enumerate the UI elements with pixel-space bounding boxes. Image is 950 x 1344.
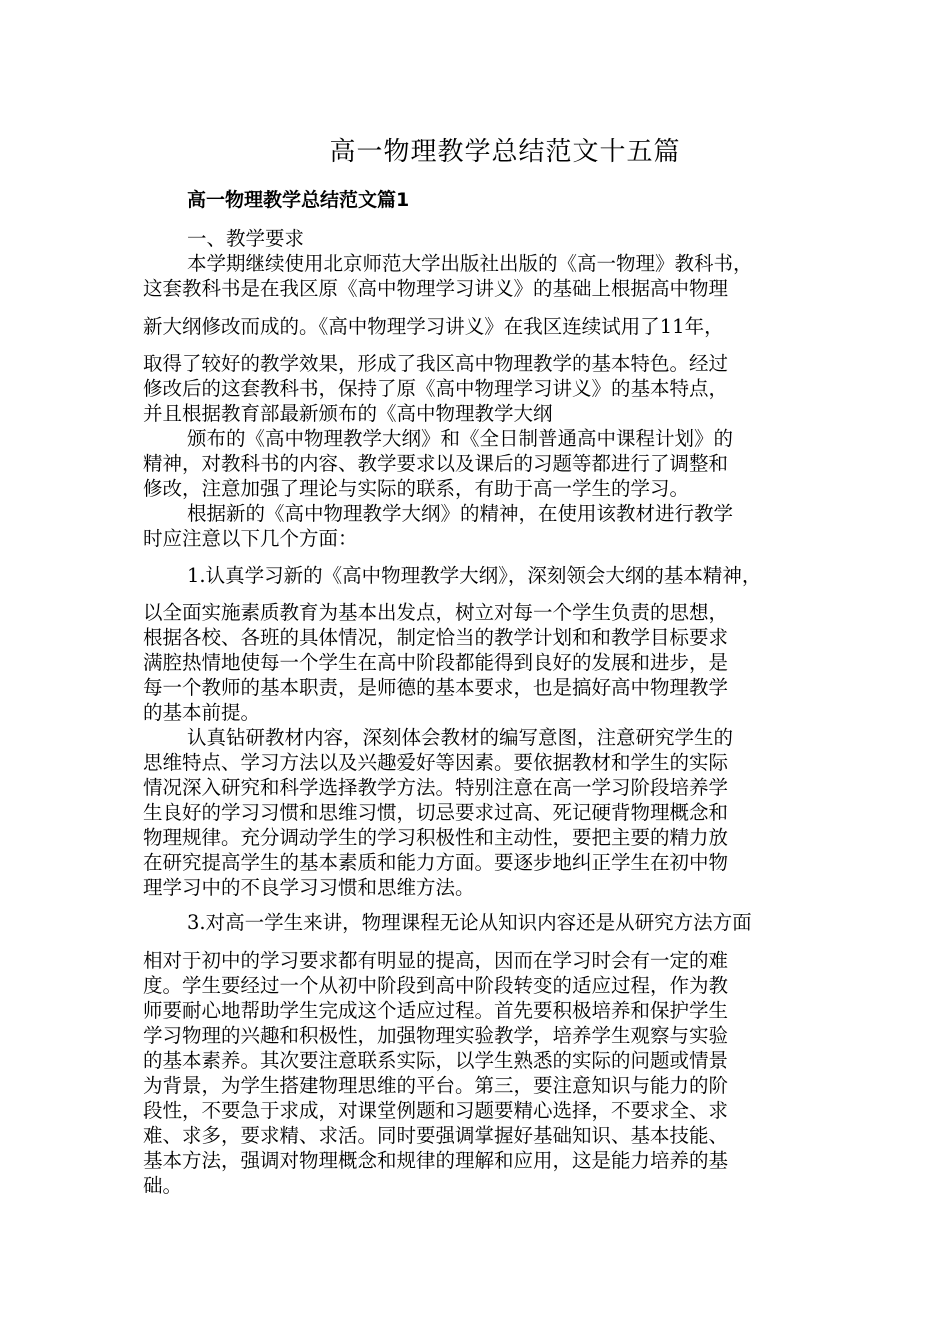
text-line: 认真钻研教材内容，深刻体会教材的编写意图，注意研究学生的 xyxy=(187,726,734,749)
text-line: 基本方法，强调对物理概念和规律的理解和应用，这是能力培养的基 xyxy=(143,1149,729,1172)
text-line: 在研究提高学生的基本素质和能力方面。要逐步地纠正学生在初中物 xyxy=(143,851,729,874)
text-line: 颁布的《高中物理教学大纲》和《全日制普通高中课程计划》的 xyxy=(187,427,734,450)
text-line: 理学习中的不良学习习惯和思维方法。 xyxy=(143,876,475,899)
text-line: 3.对高一学生来讲，物理课程无论从知识内容还是从研究方法方面 xyxy=(187,911,752,934)
text-line: 的基本素养。其次要注意联系实际，以学生熟悉的实际的问题或情景 xyxy=(143,1049,729,1072)
text-line: 的基本前提。 xyxy=(143,701,261,724)
text-line: 难、求多，要求精、求活。同时要强调掌握好基础知识、基本技能、 xyxy=(143,1124,729,1147)
text-line: 生良好的学习习惯和思维习惯，切忌要求过高、死记硬背物理概念和 xyxy=(143,801,729,824)
text-line: 取得了较好的教学效果，形成了我区高中物理教学的基本特色。经过 xyxy=(143,352,729,375)
text-line: 每一个教师的基本职责，是师德的基本要求，也是搞好高中物理教学 xyxy=(143,676,729,699)
text-line: 情况深入研究和科学选择教学方法。特别注意在高一学习阶段培养学 xyxy=(143,776,729,799)
text-line: 学习物理的兴趣和积极性，加强物理实验教学，培养学生观察与实验 xyxy=(143,1024,729,1047)
text-line: 度。学生要经过一个从初中阶段到高中阶段转变的适应过程，作为教 xyxy=(143,974,729,997)
text-line: 相对于初中的学习要求都有明显的提高，因而在学习时会有一定的难 xyxy=(143,949,729,972)
text-line: 时应注意以下几个方面： xyxy=(143,527,358,550)
text-line: 为背景，为学生搭建物理思维的平台。第三，要注意知识与能力的阶 xyxy=(143,1074,729,1097)
text-line: 思维特点、学习方法以及兴趣爱好等因素。要依据教材和学生的实际 xyxy=(143,751,729,774)
text-line: 师要耐心地帮助学生完成这个适应过程。首先要积极培养和保护学生 xyxy=(143,999,729,1022)
text-line: 修改，注意加强了理论与实际的联系，有助于高一学生的学习。 xyxy=(143,477,690,500)
text-line: 段性，不要急于求成，对课堂例题和习题要精心选择，不要求全、求 xyxy=(143,1099,729,1122)
text-line: 并且根据教育部最新颁布的《高中物理教学大纲 xyxy=(143,402,553,425)
section-heading: 高一物理教学总结范文篇1 xyxy=(187,189,410,211)
text-line: 精神，对教科书的内容、教学要求以及课后的习题等都进行了调整和 xyxy=(143,452,729,475)
text-line: 修改后的这套教科书，保持了原《高中物理学习讲义》的基本特点， xyxy=(143,377,729,400)
text-line: 以全面实施素质教育为基本出发点，树立对每一个学生负责的思想， xyxy=(143,601,729,624)
text-line: 础。 xyxy=(143,1174,183,1197)
text-line: 本学期继续使用北京师范大学出版社出版的《高一物理》教科书， xyxy=(187,252,753,275)
text-line: 根据新的《高中物理教学大纲》的精神，在使用该教材进行教学 xyxy=(187,502,734,525)
text-line: 这套教科书是在我区原《高中物理学习讲义》的基础上根据高中物理 xyxy=(143,277,729,300)
text-line: 物理规律。充分调动学生的学习积极性和主动性，要把主要的精力放 xyxy=(143,826,729,849)
text-line: 满腔热情地使每一个学生在高中阶段都能得到良好的发展和进步，是 xyxy=(143,651,729,674)
text-line: 一、教学要求 xyxy=(187,227,305,250)
document-title: 高一物理教学总结范文十五篇 xyxy=(329,137,681,167)
text-line: 新大纲修改而成的。《高中物理学习讲义》在我区连续试用了11年， xyxy=(143,315,724,338)
text-line: 根据各校、各班的具体情况，制定恰当的教学计划和和教学目标要求 xyxy=(143,626,729,649)
text-line: 1.认真学习新的《高中物理教学大纲》，深刻领会大纲的基本精神， xyxy=(187,564,762,587)
